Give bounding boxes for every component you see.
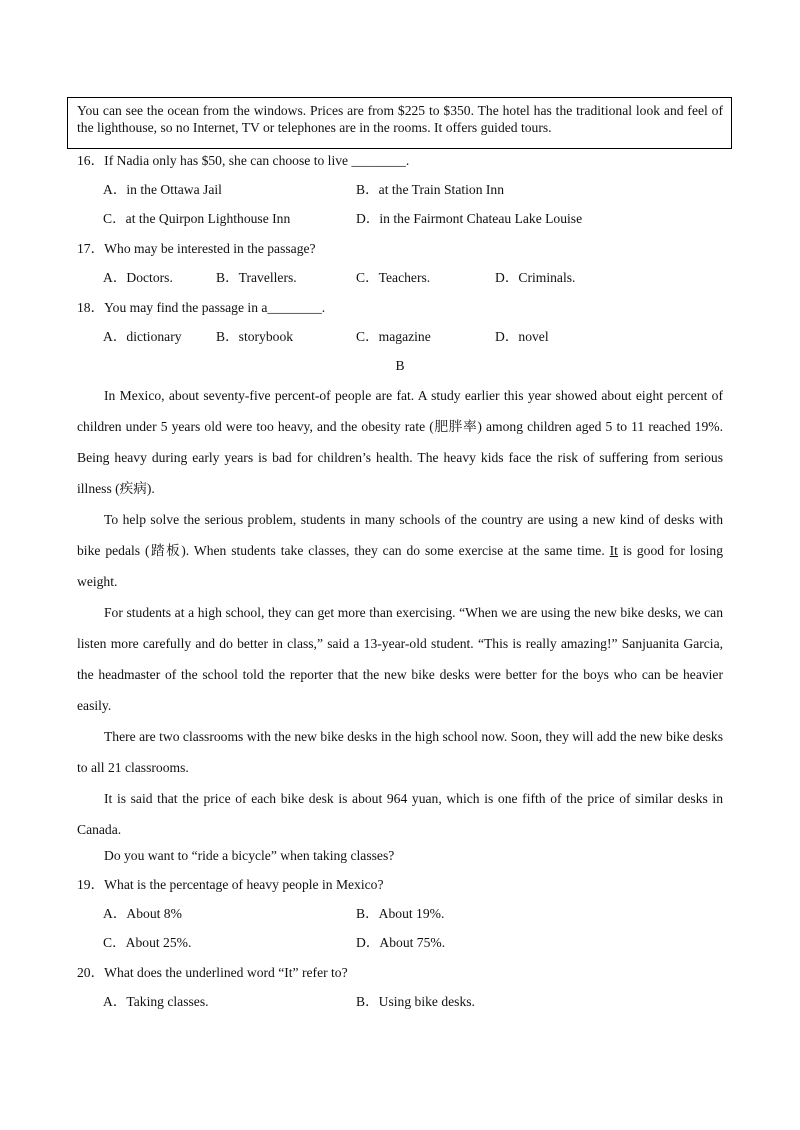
q18-option-d: D．novel [495,329,549,344]
q17-option-c: C．Teachers. [356,270,431,285]
q19-option-c: C．About 25%. [103,935,192,950]
q16-option-c: C．at the Quirpon Lighthouse Inn [103,211,291,226]
passage-a-tail-box [67,97,732,149]
section-b-title: B [395,358,405,373]
q17-option-a: A．Doctors. [103,270,173,285]
passage-b-paragraph-5: It is said that the price of each bike desk is about 964 yuan, which is one fifth of the price of similar desks in Canada. [77,791,723,837]
passage-a-tail-text: You can see the ocean from the windows. Prices are from $225 to $350. The hotel has the traditional look and feel of the lighthouse, so no Internet, TV or telephones are in the rooms. It offers guided tours. [77,103,723,135]
q20-stem: 20．What does the underlined word “It” refer to? [77,965,348,980]
passage-b-paragraph-1: In Mexico, about seventy-five percent-of people are fat. A study earlier this year showed about eight percent of children under 5 years old were too heavy, and the obesity rate (肥胖率) among children aged 5 to 11 reached 19%. Being heavy during early years is bad for children’s health. The heavy kids face the risk of suffering from serious illness (疾病). [77,388,723,496]
passage-b-paragraph-6: Do you want to “ride a bicycle” when taking classes? [104,848,395,863]
q19-stem: 19．What is the percentage of heavy people in Mexico? [77,877,384,892]
q16-option-d: D．in the Fairmont Chateau Lake Louise [356,211,583,226]
q18-option-a: A．dictionary [103,329,182,344]
q18-option-c: C．magazine [356,329,431,344]
passage-b-paragraph-2 [77,504,723,597]
passage-b-paragraph-3: For students at a high school, they can get more than exercising. “When we are using the new bike desks, we can listen more carefully and do better in class,” said a 13-year-old student. “This is really amazing!” Sanjuanita Garcia, the headmaster of the school told the reporter that the new bike desks were better for the boys who can be heavier easily. [77,605,723,713]
q19-option-b: B．About 19%. [356,906,445,921]
q19-option-d: D．About 75%. [356,935,446,950]
q19-option-a: A．About 8% [103,906,182,921]
passage-b-p2-after: is good for losing weight. [77,543,723,589]
passage-b-paragraph-4: There are two classrooms with the new bike desks in the high school now. Soon, they will add the new bike desks to all 21 classrooms. [77,729,723,775]
q17-stem: 17．Who may be interested in the passage? [77,241,316,256]
q17-option-d: D．Criminals. [495,270,576,285]
q17-option-b: B．Travellers. [216,270,297,285]
q18-option-b: B．storybook [216,329,294,344]
q16-option-b: B．at the Train Station Inn [356,182,505,197]
passage-b-p2-before: To help solve the serious problem, students in many schools of the country are using a new kind of desks with bike pedals (踏板). When students take classes, they can do some exercise at the same time. [77,512,723,558]
q18-stem: 18．You may find the passage in a________. [77,300,326,315]
q20-option-b: B．Using bike desks. [356,994,475,1009]
q20-option-a: A．Taking classes. [103,994,209,1009]
q16-option-a: A．in the Ottawa Jail [103,182,222,197]
underlined-word-it: It [609,543,618,558]
q16-stem: 16．If Nadia only has $50, she can choose to live ________. [77,153,410,168]
